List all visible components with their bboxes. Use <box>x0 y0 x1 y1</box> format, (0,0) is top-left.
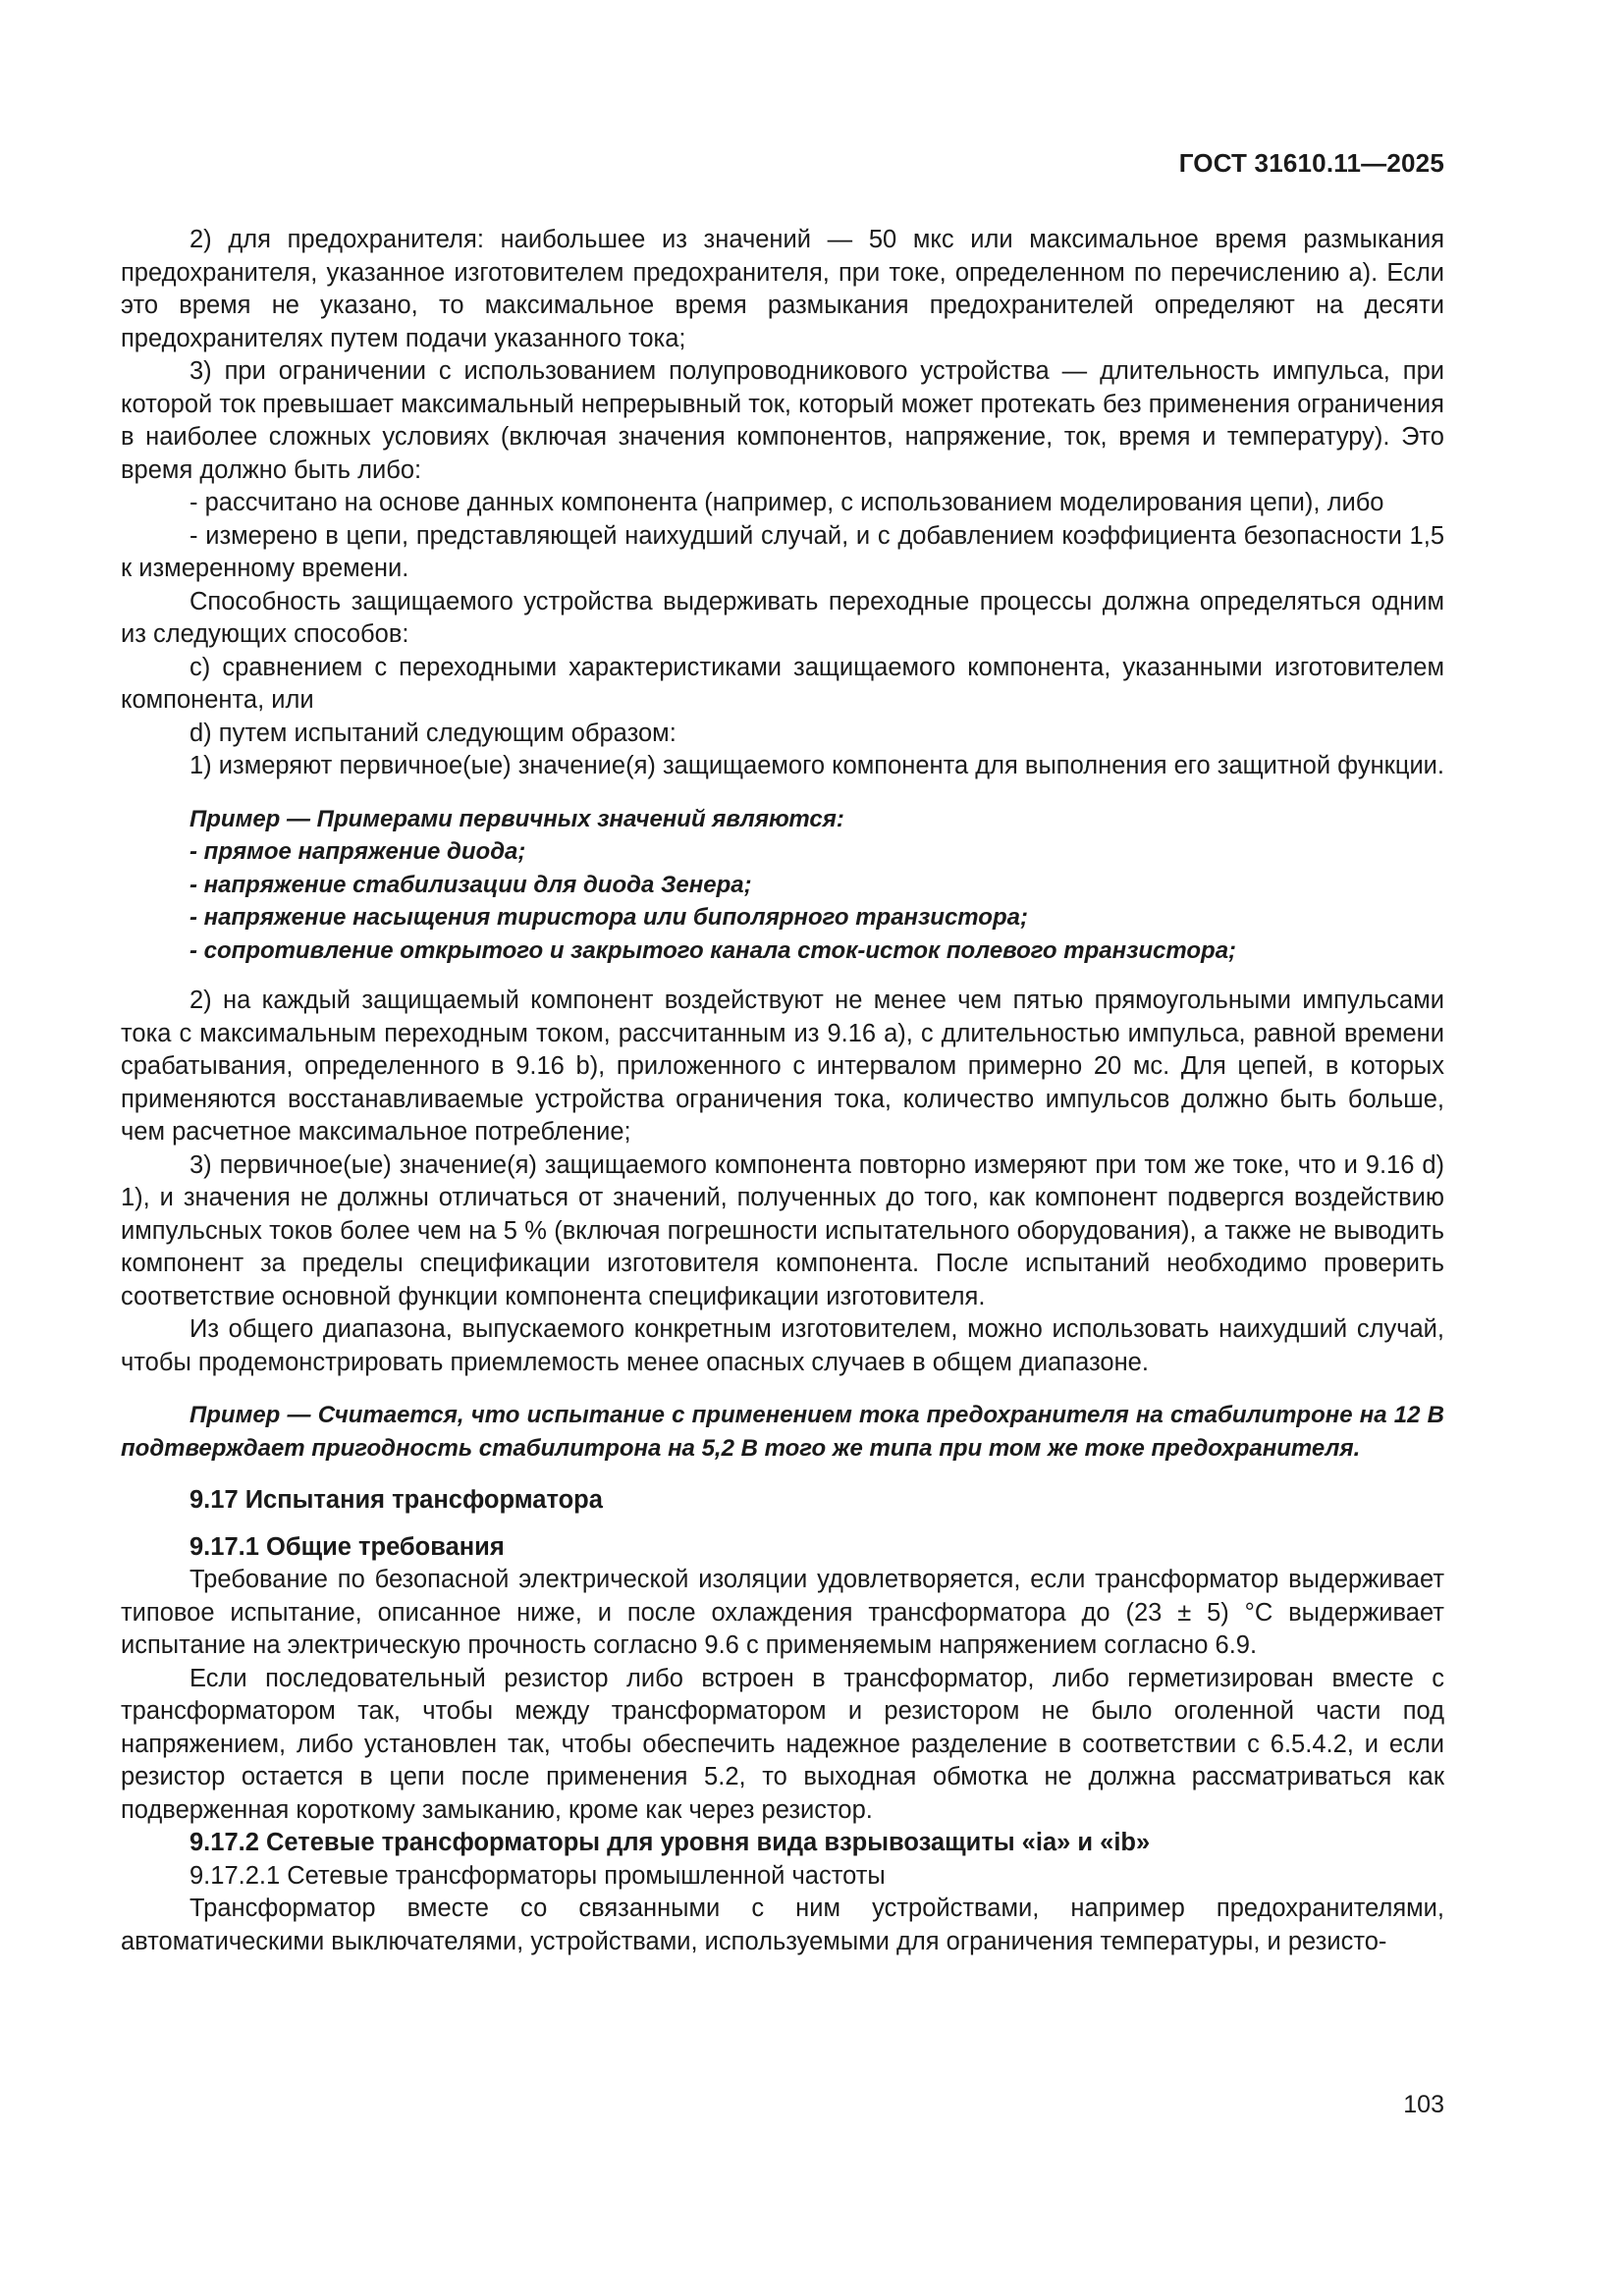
section-heading-917: 9.17 Испытания трансформатора <box>189 1486 603 1514</box>
paragraph-method-d: d) путем испытаний следующим образом: <box>189 719 677 747</box>
example-item: - сопротивление открытого и закрытого канала сток-исток полевого транзистора; <box>189 936 1237 964</box>
document-code-header: ГОСТ 31610.11—2025 <box>1178 148 1444 178</box>
subsection-heading-91721: 9.17.2.1 Сетевые трансформаторы промышленной частоты <box>189 1861 886 1890</box>
example-zener: Пример — Считается, что испытание с применением тока предохранителя на стабилитроне на 12 В подтверждает пригодность стабилитрона на 5,2 В того же типа при том же токе предохранителя. <box>121 1402 1444 1462</box>
example-title: Пример — Примерами первичных значений являются: <box>189 805 844 832</box>
example-item: - напряжение стабилизации для диода Зенера; <box>189 871 752 898</box>
paragraph-worst-case: Из общего диапазона, выпускаемого конкретным изготовителем, можно использовать наихудший случай, чтобы продемонстрировать приемлемость менее опасных случаев в общем диапазоне. <box>121 1315 1444 1376</box>
list-item-measured: - измерено в цепи, представляющей наихудший случай, и с добавлением коэффициента безопасности 1,5 к измеренному времени. <box>121 521 1444 582</box>
paragraph-transformer-devices: Трансформатор вместе со связанными с ним устройствами, например предохранителями, автоматическими выключателями, устройствами, используемыми для ограничения температуры, и резисто- <box>121 1895 1444 1955</box>
list-item-calculated: - рассчитано на основе данных компонента (например, с использованием моделирования цепи), либо <box>189 489 1384 516</box>
paragraph-transient-capability: Способность защищаемого устройства выдерживать переходные процессы должна определяться одним из следующих способов: <box>121 587 1444 648</box>
subsection-heading-9171: 9.17.1 Общие требования <box>189 1532 505 1561</box>
example-item: - прямое напряжение диода; <box>189 838 526 865</box>
paragraph-semiconductor-limit: 3) при ограничении с использованием полупроводникового устройства — длительность импульса, при которой ток превышает максимальный непрерывный ток, который может протекать без применения ограничения в наиболее сложных условиях (включая значения компонентов, напряжение, ток, время и температуру). Это время должно быть либо: <box>121 357 1444 484</box>
paragraph-series-resistor: Если последовательный резистор либо встроен в трансформатор, либо герметизирован вместе с трансформатором так, чтобы между трансформатором и резистором не было оголенной части под напряжением, либо установлен так, чтобы обеспечить надежное разделение в соответствии с 6.5.4.2, и если резистор остается в цепи после применения 5.2, то выходная обмотка не должна рассматриваться как подверженная короткому замыканию, кроме как через резистор. <box>121 1664 1444 1824</box>
paragraph-step-1: 1) измеряют первичное(ые) значение(я) защищаемого компонента для выполнения его защитной функции. <box>189 752 1445 779</box>
page-content <box>121 224 1444 1958</box>
subsection-heading-9172: 9.17.2 Сетевые трансформаторы для уровня вида взрывозащиты «ia» и «ib» <box>189 1829 1151 1856</box>
example-item: - напряжение насыщения тиристора или биполярного транзистора; <box>189 904 1028 931</box>
page-number: 103 <box>1403 2091 1444 2118</box>
paragraph-isolation-requirement: Требование по безопасной электрической изоляции удовлетворяется, если трансформатор выдерживает типовое испытание, описанное ниже, и после охлаждения трансформатора до (23 ± 5) °С выдерживает испытание на электрическую прочность согласно 9.6 с применяемым напряжением согласно 6.9. <box>121 1566 1444 1659</box>
paragraph-step-3: 3) первичное(ые) значение(я) защищаемого компонента повторно измеряют при том же токе, что и 9.16 d) 1), и значения не должны отличаться от значений, полученных до того, как компонент подвергся воздействию импульсных токов более чем на 5 % (включая погрешности испытательного оборудования), а также не выводить компонент за пределы спецификации изготовителя компонента. После испытаний необходимо проверить соответствие основной функции компонента спецификации изготовителя. <box>121 1150 1444 1310</box>
paragraph-method-c: c) сравнением с переходными характеристиками защищаемого компонента, указанными изготовителем компонента, или <box>121 653 1444 714</box>
paragraph-fuse-time: 2) для предохранителя: наибольшее из значений — 50 мкс или максимальное время размыкания предохранителя, указанное изготовителем предохранителя, при токе, определенном по перечислению а). Если это время не указано, то максимальное время размыкания предохранителей определяют на десяти предохранителях путем подачи указанного тока; <box>121 226 1444 352</box>
paragraph-step-2: 2) на каждый защищаемый компонент воздействуют не менее чем пятью прямоугольными импульсами тока с максимальным переходным током, рассчитанным из 9.16 а), с длительностью импульса, равной времени срабатывания, определенного в 9.16 b), приложенного с интервалом примерно 20 мс. Для цепей, в которых применяются восстанавливаемые устройства ограничения тока, количество импульсов должно быть больше, чем расчетное максимальное потребление; <box>121 987 1444 1146</box>
